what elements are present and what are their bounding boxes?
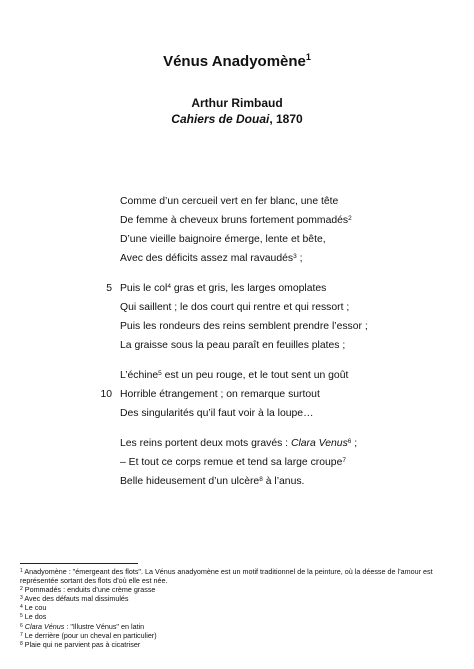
footnote xyxy=(20,612,460,621)
poem-line xyxy=(0,211,474,230)
poem-line-text xyxy=(120,336,345,355)
poem-line-text xyxy=(120,366,348,385)
footnote xyxy=(20,603,460,612)
text-run: Clara Vénus xyxy=(24,621,65,631)
text-run: : "Illustre Vénus" en latin xyxy=(64,621,145,631)
poem-line-text xyxy=(120,472,304,491)
text-run: ; xyxy=(351,438,358,449)
footnote-ref: 8 xyxy=(259,476,263,483)
footnote-ref: 6 xyxy=(347,438,352,445)
footnote-divider xyxy=(20,563,138,564)
text-run: à l’anus. xyxy=(262,476,305,487)
footnote-number: 1 xyxy=(20,568,23,574)
footnote-number: 5 xyxy=(20,613,23,620)
text-run: Plaie qui ne parvient pas à cicatriser xyxy=(24,639,141,649)
footnote-ref: 2 xyxy=(348,215,352,222)
source-year: , 1870 xyxy=(269,112,303,126)
text-run: Qui saillent ; le dos court qui rentre et qui ressort ; xyxy=(120,302,350,313)
poem-line xyxy=(0,317,474,336)
text-run: De femme à cheveux bruns fortement pommadés xyxy=(120,215,349,226)
poem-body xyxy=(0,192,474,491)
source-line xyxy=(0,112,474,126)
footnote xyxy=(20,585,460,594)
poem-title-text: Vénus Anadyomène xyxy=(163,53,306,70)
text-run: Le derrière (pour un cheval en particulier) xyxy=(24,630,157,640)
footnotes xyxy=(20,567,460,649)
footnote xyxy=(20,640,460,649)
text-run: est un peu rouge, et le tout sent un goût xyxy=(161,370,349,381)
text-run: gras et gris, les larges omoplates xyxy=(170,283,327,294)
poem-line xyxy=(0,336,474,355)
footnote-ref: 3 xyxy=(293,253,297,260)
footnote xyxy=(20,594,460,603)
stanza-gap xyxy=(0,355,474,366)
text-run: Belle hideusement d’un ulcère xyxy=(120,476,260,487)
text-run: Puis le col xyxy=(120,283,168,294)
poem-line-text xyxy=(120,249,302,268)
poem-line-text xyxy=(120,317,368,336)
poem-line-text xyxy=(120,192,338,211)
source-title: Cahiers de Douai xyxy=(171,112,270,126)
text-run: Des singularités qu’il faut voir à la loupe… xyxy=(120,408,314,419)
poem-title xyxy=(0,52,474,70)
text-run: Clara Venus xyxy=(290,438,348,449)
poem-line-text xyxy=(120,298,349,317)
text-run: Pommadés : enduits d’une crème grasse xyxy=(24,585,156,595)
text-run: Puis les rondeurs des reins semblent prendre l’essor ; xyxy=(120,321,368,332)
text-run: D’une vieille baignoire émerge, lente et bête, xyxy=(120,234,326,245)
text-run: Anadyomène : "émergeant des flots". La Vénus anadyomène est un motif traditionnel de la peinture, où la déesse de l’amour est représentée sortant des flots d’où elle est née. xyxy=(20,567,433,586)
poem-line xyxy=(0,366,474,385)
poem-line xyxy=(0,453,474,472)
text-run: Avec des défauts mal dissimulés xyxy=(24,594,129,604)
poem-line-text xyxy=(120,453,346,472)
stanza-gap xyxy=(0,268,474,279)
poem-line-text xyxy=(120,279,326,298)
poem-line xyxy=(0,472,474,491)
footnote-number: 6 xyxy=(20,622,23,629)
text-run: Les reins portent deux mots gravés : xyxy=(120,438,291,449)
text-run: Comme d’un cercueil vert en fer blanc, une tête xyxy=(120,196,339,207)
poem-line-text xyxy=(120,434,357,453)
footnote-ref: 4 xyxy=(167,283,171,290)
footnote-number: 3 xyxy=(20,595,23,602)
stanza-gap xyxy=(0,423,474,434)
poem-line xyxy=(0,434,474,453)
line-number: 5 xyxy=(106,283,112,294)
footnote xyxy=(20,631,460,640)
poem-line xyxy=(0,404,474,423)
line-number: 10 xyxy=(100,389,112,400)
footnote-number: 8 xyxy=(20,640,23,647)
poem-line-text xyxy=(120,404,313,423)
footnote xyxy=(20,567,460,585)
poem-line-text xyxy=(120,230,326,249)
footnote xyxy=(20,622,460,631)
text-run: ; xyxy=(296,253,303,264)
footnote-number: 2 xyxy=(20,586,23,593)
text-run: Avec des déficits assez mal ravaudés xyxy=(120,253,294,264)
poem-line-text xyxy=(120,211,352,230)
footnote-number: 4 xyxy=(20,604,23,611)
poem-line xyxy=(0,385,474,404)
text-run: Le cou xyxy=(24,603,47,613)
text-run: L’échine xyxy=(120,370,159,381)
poem-line xyxy=(0,249,474,268)
poem-line xyxy=(0,279,474,298)
text-run: – Et tout ce corps remue et tend sa large croupe xyxy=(120,457,343,468)
poem-line xyxy=(0,192,474,211)
poem-line xyxy=(0,230,474,249)
footnote-ref: 7 xyxy=(342,457,346,464)
poem-line xyxy=(0,298,474,317)
footnote-number: 7 xyxy=(20,631,23,638)
poem-line-text xyxy=(120,385,320,404)
text-run: Horrible étrangement ; on remarque surtout xyxy=(120,389,320,400)
text-run: La graisse sous la peau paraît en feuilles plates ; xyxy=(120,340,346,351)
text-run: Le dos xyxy=(24,612,47,622)
title-footnote-ref: 1 xyxy=(305,52,311,62)
author-name: Arthur Rimbaud xyxy=(191,96,283,110)
footnote-ref: 5 xyxy=(158,370,162,377)
